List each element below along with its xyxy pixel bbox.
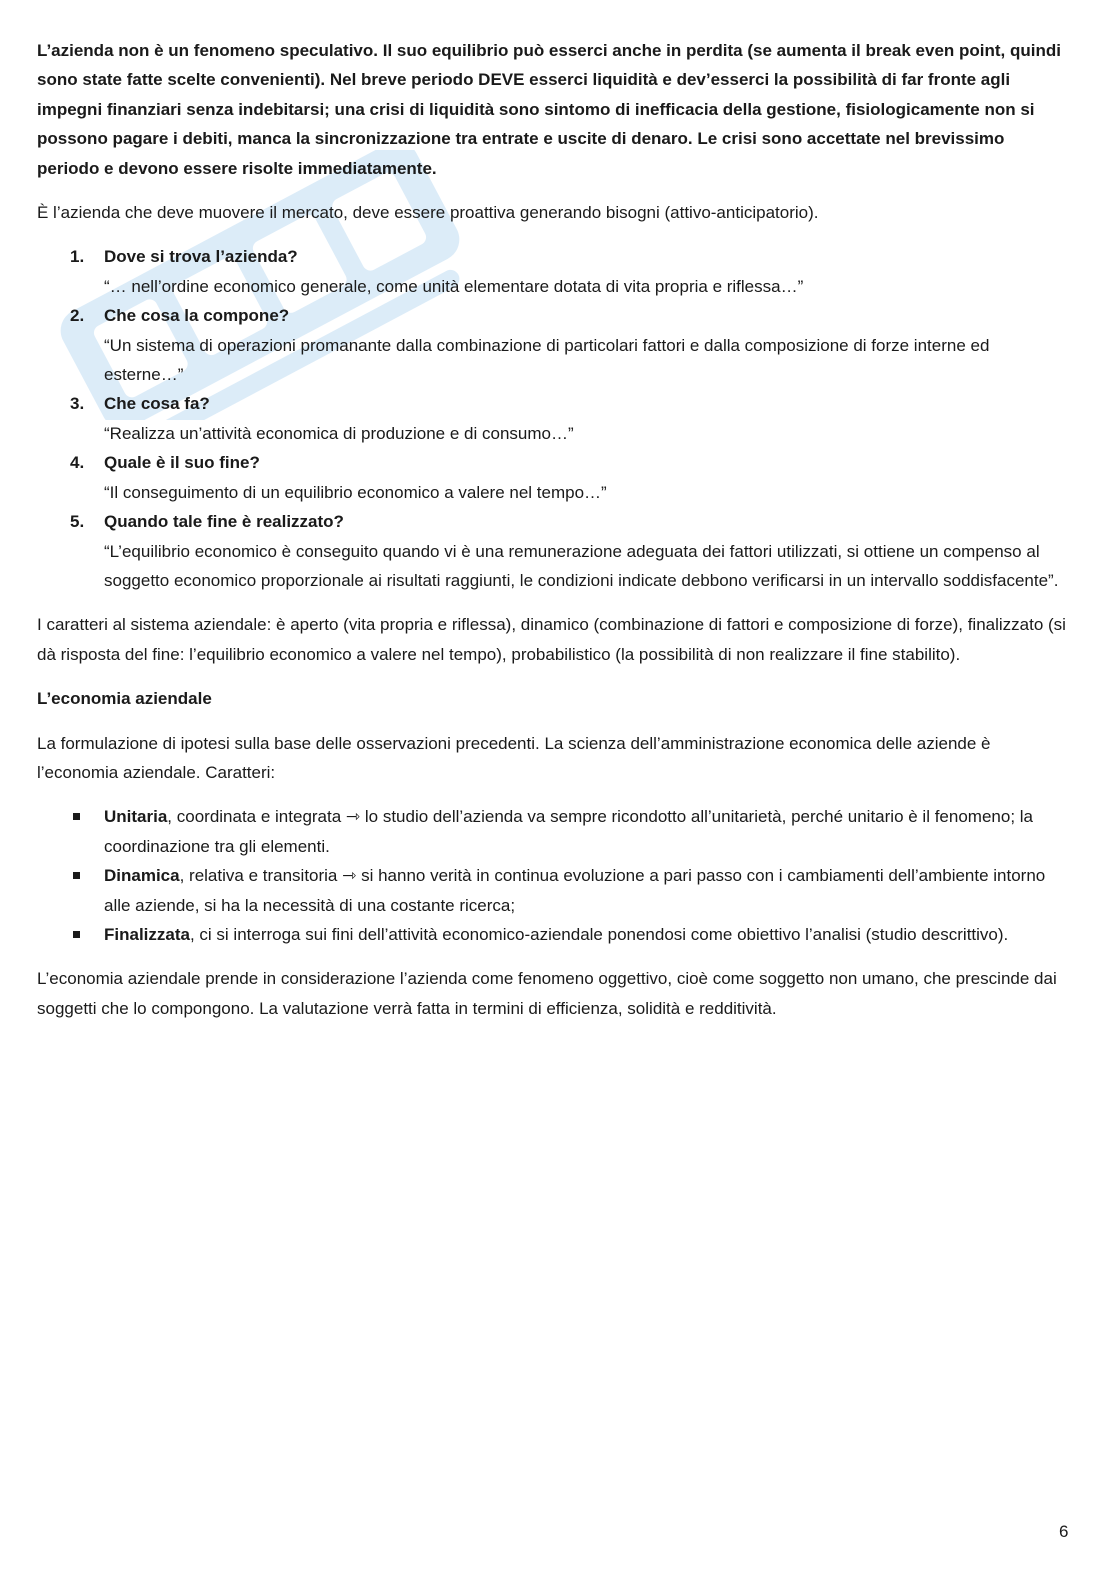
- bullet-item: [37, 861, 1067, 920]
- answer-quote: “L’equilibrio economico è conseguito quando vi è una remunerazione adeguata dei fattori utilizzati, si ottiene un compenso al soggetto economico proporzionale ai risultati raggiunti, le condizioni indicate debbono verificarsi in un intervallo soddisfacente”.: [104, 541, 1059, 590]
- page-number: 6: [1059, 1522, 1069, 1541]
- list-item: [37, 242, 1067, 301]
- closing-paragraph: L’economia aziendale prende in considerazione l’azienda come fenomeno oggettivo, cioè come soggetto non umano, che prescinde dai soggetti che lo compongono. La valutazione verrà fatta in termini di efficienza, solidità e redditività.: [37, 969, 1057, 1018]
- questions-list: [37, 242, 1067, 595]
- answer-quote: “Un sistema di operazioni promanante dalla combinazione di particolari fattori e dalla composizione di forze interne ed esterne…”: [104, 335, 990, 385]
- trait-term: Unitaria: [104, 807, 168, 827]
- question-text: Dove si trova l’azienda?: [104, 247, 298, 267]
- list-number: 2.: [70, 306, 85, 326]
- answer-quote: “Realizza un’attività economica di produzione e di consumo…”: [104, 423, 574, 443]
- section-intro-paragraph: La formulazione di ipotesi sulla base delle osservazioni precedenti. La scienza dell’amministrazione economica delle aziende è l’economia aziendale. Caratteri:: [37, 733, 991, 782]
- square-bullet-icon: [73, 813, 80, 820]
- list-number: 5.: [70, 512, 85, 532]
- square-bullet-icon: [73, 931, 80, 938]
- list-item: [37, 389, 1067, 448]
- trait-description: , coordinata e integrata ⇾ lo studio dell’azienda va sempre ricondotto all’unitarietà, perché unitario è il fenomeno; la coordinazione tra gli elementi.: [104, 807, 1033, 856]
- question-text: Quando tale fine è realizzato?: [104, 512, 344, 532]
- trait-term: Dinamica: [104, 866, 180, 886]
- market-paragraph: È l’azienda che deve muovere il mercato, deve essere proattiva generando bisogni (attivo-anticipatorio).: [37, 203, 819, 223]
- question-text: Che cosa fa?: [104, 394, 210, 414]
- characters-paragraph: I caratteri al sistema aziendale: è aperto (vita propria e riflessa), dinamico (combinazione di fattori e composizione di forze), finalizzato (si dà risposta del fine: l’equilibrio economico a valere nel tempo), probabilistico (la possibilità di non realizzare il fine stabilito).: [37, 615, 1066, 664]
- square-bullet-icon: [73, 872, 80, 879]
- question-text: Quale è il suo fine?: [104, 453, 260, 473]
- trait-description: , relativa e transitoria ⇾ si hanno verità in continua evoluzione a pari passo con i cambiamenti dell’ambiente intorno alle aziende, si ha la necessità di una costante ricerca;: [104, 866, 1046, 915]
- list-item: [37, 507, 1067, 595]
- trait-description: , ci si interroga sui fini dell’attività economico-aziendale ponendosi come obiettivo l’analisi (studio descrittivo).: [189, 924, 1009, 944]
- list-item: [37, 448, 1067, 507]
- list-number: 4.: [70, 453, 85, 473]
- list-number: 1.: [70, 247, 85, 267]
- traits-list: [37, 802, 1067, 949]
- answer-quote: “… nell’ordine economico generale, come unità elementare dotata di vita propria e riflessa…”: [104, 276, 804, 296]
- intro-paragraph: L’azienda non è un fenomeno speculativo. Il suo equilibrio può esserci anche in perdita (se aumenta il break even point, quindi sono state fatte scelte convenienti). Nel breve periodo DEVE esserci liquidità e dev’esserci la possibilità di far fronte agli impegni finanziari senza indebitarsi; una crisi di liquidità sono sintomo di inefficacia della gestione, fisiologicamente non si possono pagare i debiti, manca la sincronizzazione tra entrate e uscite di denaro. Le crisi sono accettate nel brevissimo periodo e devono essere risolte immediatamente.: [37, 41, 1061, 178]
- question-text: Che cosa la compone?: [104, 306, 290, 326]
- list-item: [37, 301, 1067, 389]
- page-content: [37, 36, 1067, 1038]
- bullet-item: [37, 802, 1067, 861]
- section-heading: L’economia aziendale: [37, 689, 212, 709]
- answer-quote: “Il conseguimento di un equilibrio economico a valere nel tempo…”: [104, 482, 607, 502]
- list-number: 3.: [70, 394, 85, 414]
- trait-term: Finalizzata: [104, 924, 190, 944]
- bullet-item: [37, 920, 1067, 949]
